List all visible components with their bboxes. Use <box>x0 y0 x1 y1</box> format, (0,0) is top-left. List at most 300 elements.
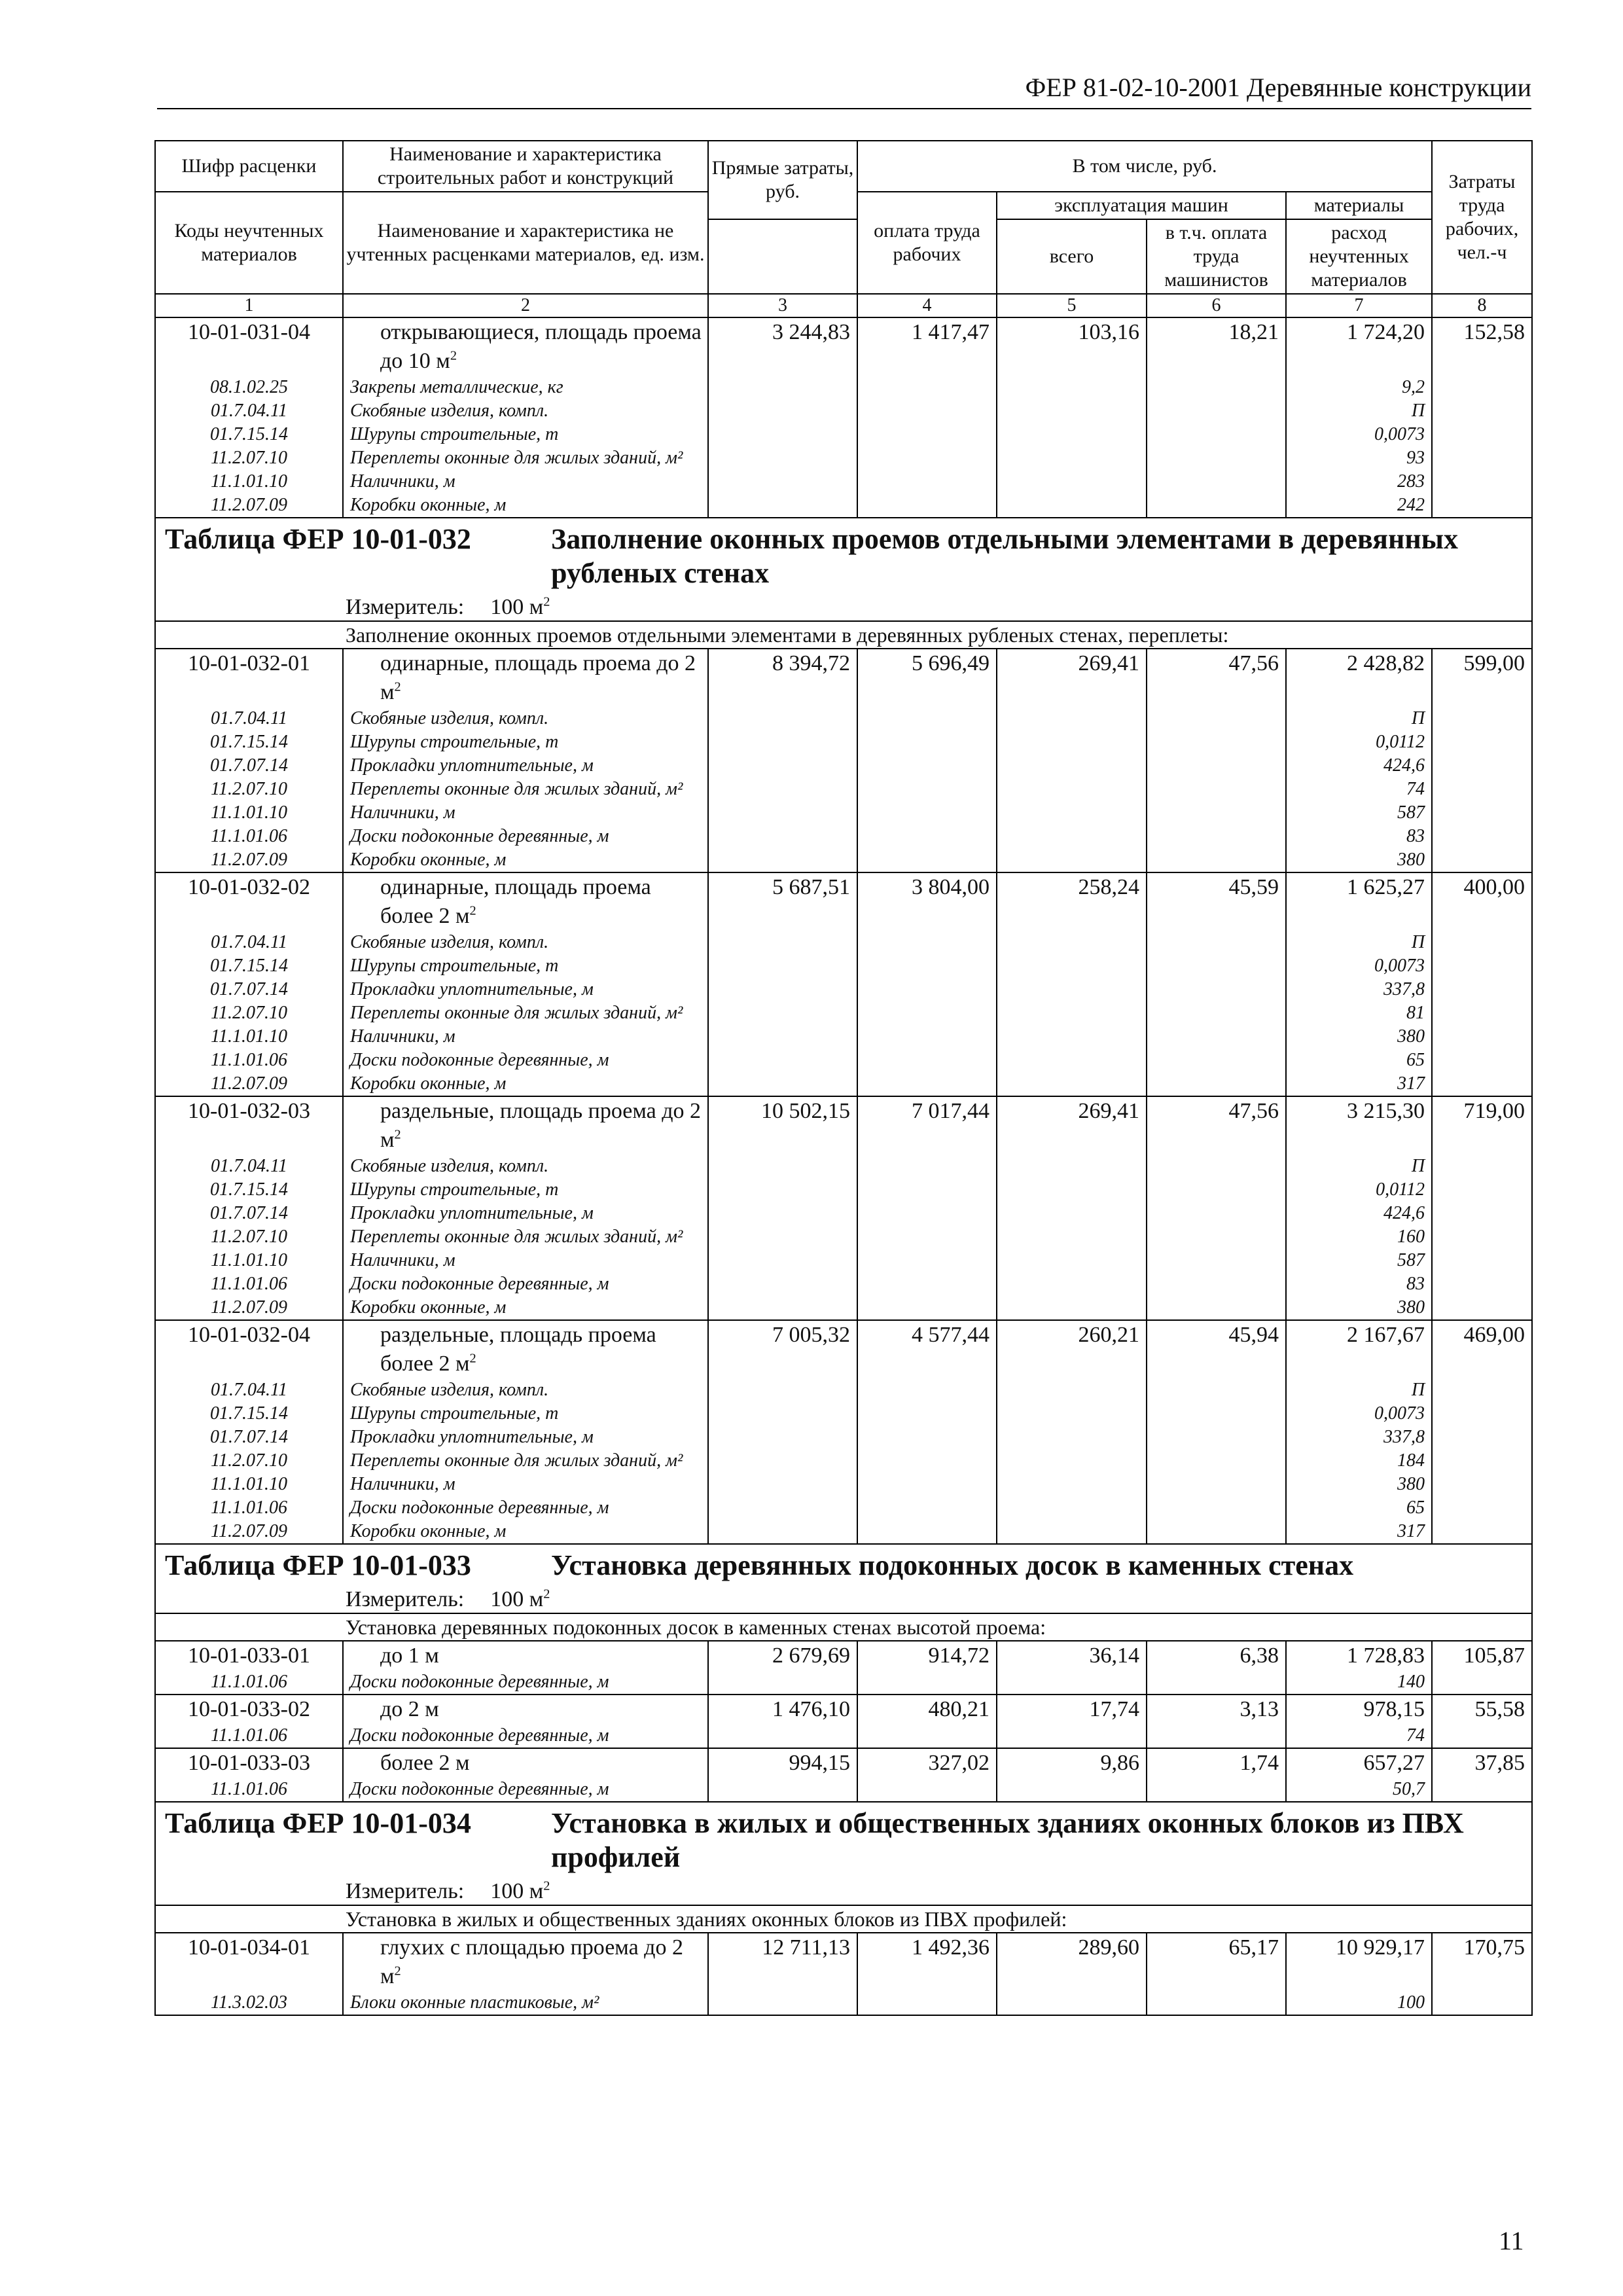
value-mach: 258,24 <box>997 872 1147 931</box>
value-direct: 5 687,51 <box>708 872 857 931</box>
material-row <box>155 1178 1532 1202</box>
material-usage: 83 <box>1286 825 1432 848</box>
empty-cell <box>1147 1296 1286 1320</box>
material-row <box>155 470 1532 493</box>
empty-cell <box>857 446 997 470</box>
empty-cell <box>857 1225 997 1249</box>
material-usage: 100 <box>1286 1991 1432 2015</box>
table-title-wrap <box>162 518 1525 594</box>
empty-cell <box>997 1991 1147 2015</box>
empty-cell <box>708 1991 857 2015</box>
material-code: 11.2.07.10 <box>155 1449 343 1473</box>
empty-cell <box>1147 707 1286 730</box>
material-name: Прокладки уплотнительные, м <box>343 1426 708 1449</box>
material-name: Шурупы строительные, т <box>343 1178 708 1202</box>
empty-cell <box>997 399 1147 423</box>
empty-cell <box>997 1025 1147 1049</box>
rate-name-text: одинарные, площадь проема более 2 м <box>380 875 651 928</box>
empty-cell <box>997 1473 1147 1496</box>
material-code: 01.7.07.14 <box>155 978 343 1001</box>
empty-cell <box>1432 1724 1532 1748</box>
unit-row <box>155 1878 1532 1905</box>
empty-cell <box>997 1178 1147 1202</box>
empty-cell <box>1147 801 1286 825</box>
empty-cell <box>1147 825 1286 848</box>
value-mach-lab: 47,56 <box>1147 649 1286 707</box>
empty-cell <box>1147 778 1286 801</box>
material-row <box>155 1072 1532 1096</box>
material-row <box>155 1426 1532 1449</box>
material-code: 01.7.15.14 <box>155 1178 343 1202</box>
table-row <box>155 1096 1532 1155</box>
material-code: 01.7.04.11 <box>155 399 343 423</box>
material-name: Шурупы строительные, т <box>343 730 708 754</box>
value-hours: 170,75 <box>1432 1933 1532 1991</box>
unit-value: 100 м <box>490 1879 544 1903</box>
material-row <box>155 1496 1532 1520</box>
running-header: ФЕР 81-02-10-2001 Деревянные конструкции <box>157 72 1531 109</box>
material-code: 11.1.01.06 <box>155 1496 343 1520</box>
empty-cell <box>708 1778 857 1802</box>
empty-cell <box>997 1520 1147 1544</box>
empty-cell <box>1432 1001 1532 1025</box>
empty-cell <box>708 848 857 872</box>
table-title-wrap <box>162 1545 1525 1587</box>
material-name: Прокладки уплотнительные, м <box>343 978 708 1001</box>
material-name: Шурупы строительные, т <box>343 954 708 978</box>
empty-cell <box>1432 1202 1532 1225</box>
empty-cell <box>857 1296 997 1320</box>
material-usage: 337,8 <box>1286 1426 1432 1449</box>
empty-cell <box>857 848 997 872</box>
empty-cell <box>997 1724 1147 1748</box>
unit-label: Измеритель: <box>346 595 465 619</box>
empty-cell <box>857 1991 997 2015</box>
material-code: 11.2.07.10 <box>155 446 343 470</box>
rate-name-text: раздельные, площадь проема более 2 м <box>380 1323 656 1376</box>
rate-name <box>343 872 708 931</box>
material-usage: 0,0112 <box>1286 1178 1432 1202</box>
empty-cell <box>857 470 997 493</box>
empty-cell <box>1147 1025 1286 1049</box>
col-name-header: Наименование и характеристика строительных работ и конструкций <box>343 141 708 192</box>
material-name: Переплеты оконные для жилых зданий, м² <box>343 1001 708 1025</box>
rate-name <box>343 1096 708 1155</box>
value-hours: 400,00 <box>1432 872 1532 931</box>
empty-cell <box>1147 1225 1286 1249</box>
col-number: 8 <box>1432 294 1532 317</box>
empty-cell <box>1147 1426 1286 1449</box>
material-code: 01.7.04.11 <box>155 707 343 730</box>
empty-cell <box>708 1724 857 1748</box>
col-number: 6 <box>1147 294 1286 317</box>
empty-cell <box>708 1272 857 1296</box>
empty-cell <box>857 1426 997 1449</box>
material-code: 01.7.15.14 <box>155 954 343 978</box>
value-direct: 8 394,72 <box>708 649 857 707</box>
empty-cell <box>1147 1049 1286 1072</box>
empty-cell <box>1432 1072 1532 1096</box>
material-usage: 337,8 <box>1286 978 1432 1001</box>
material-code: 01.7.04.11 <box>155 931 343 954</box>
empty-cell <box>1147 754 1286 778</box>
value-hours: 152,58 <box>1432 317 1532 376</box>
empty-cell <box>1147 1378 1286 1402</box>
empty-cell <box>1147 1001 1286 1025</box>
empty-cell <box>997 1272 1147 1296</box>
value-mach: 269,41 <box>997 649 1147 707</box>
empty-cell <box>997 825 1147 848</box>
material-code: 11.1.01.06 <box>155 1724 343 1748</box>
material-row <box>155 1991 1532 2015</box>
rate-name <box>343 649 708 707</box>
material-name: Закрепы металлические, кг <box>343 376 708 399</box>
empty-cell <box>1432 376 1532 399</box>
material-name: Шурупы строительные, т <box>343 1402 708 1426</box>
material-usage: 424,6 <box>1286 1202 1432 1225</box>
empty-cell <box>857 1155 997 1178</box>
empty-cell <box>997 1202 1147 1225</box>
rate-name-text: раздельные, площадь проема до 2 м <box>380 1099 702 1152</box>
value-mat: 10 929,17 <box>1286 1933 1432 1991</box>
rate-code: 10-01-034-01 <box>155 1933 343 1991</box>
rate-name-sup: 2 <box>450 348 457 363</box>
caption-row <box>155 621 1532 649</box>
empty-cell <box>708 707 857 730</box>
rate-name-text: глухих с площадью проема до 2 м <box>380 1935 683 1988</box>
value-mach-lab: 1,74 <box>1147 1748 1286 1778</box>
empty-cell <box>857 931 997 954</box>
rate-name-text: одинарные, площадь проема до 2 м <box>380 651 696 704</box>
empty-cell <box>1147 848 1286 872</box>
material-usage: 9,2 <box>1286 376 1432 399</box>
material-row <box>155 423 1532 446</box>
value-hours: 37,85 <box>1432 1748 1532 1778</box>
empty-cell <box>1432 931 1532 954</box>
empty-cell <box>857 493 997 518</box>
unit-cell <box>155 594 1532 621</box>
material-usage: 380 <box>1286 1296 1432 1320</box>
col-mach-labor-header: в т.ч. оплата труда машинистов <box>1147 219 1286 294</box>
material-name: Доски подоконные деревянные, м <box>343 1272 708 1296</box>
empty-cell <box>1147 423 1286 446</box>
empty-cell <box>857 1001 997 1025</box>
value-mat: 1 625,27 <box>1286 872 1432 931</box>
table-caption: Установка в жилых и общественных зданиях оконных блоков из ПВХ профилей: <box>155 1905 1532 1933</box>
material-name: Доски подоконные деревянные, м <box>343 1670 708 1695</box>
table-heading: Установка в жилых и общественных зданиях оконных блоков из ПВХ профилей <box>551 1807 1464 1873</box>
value-labor: 3 804,00 <box>857 872 997 931</box>
empty-cell <box>1147 931 1286 954</box>
empty-cell <box>997 1496 1147 1520</box>
value-mat: 2 167,67 <box>1286 1320 1432 1378</box>
material-row <box>155 1001 1532 1025</box>
empty-cell <box>997 1225 1147 1249</box>
empty-cell <box>1147 1402 1286 1426</box>
col-direct-spacer <box>708 219 857 294</box>
unit-sup: 2 <box>543 594 550 609</box>
table-row <box>155 1695 1532 1724</box>
material-code: 11.1.01.10 <box>155 1025 343 1049</box>
empty-cell <box>997 778 1147 801</box>
material-row <box>155 1378 1532 1402</box>
material-usage: П <box>1286 1155 1432 1178</box>
rate-name-text: до 2 м <box>380 1697 439 1721</box>
material-usage: 93 <box>1286 446 1432 470</box>
rate-name <box>343 1695 708 1724</box>
material-name: Коробки оконные, м <box>343 1072 708 1096</box>
col-number: 1 <box>155 294 343 317</box>
value-labor: 5 696,49 <box>857 649 997 707</box>
material-row <box>155 730 1532 754</box>
material-name: Наличники, м <box>343 801 708 825</box>
material-usage: 317 <box>1286 1520 1432 1544</box>
empty-cell <box>997 1072 1147 1096</box>
material-usage: 424,6 <box>1286 754 1432 778</box>
material-name: Переплеты оконные для жилых зданий, м² <box>343 1225 708 1249</box>
value-mach: 17,74 <box>997 1695 1147 1724</box>
empty-cell <box>857 978 997 1001</box>
empty-cell <box>997 1155 1147 1178</box>
value-labor: 4 577,44 <box>857 1320 997 1378</box>
material-code: 11.2.07.09 <box>155 848 343 872</box>
material-code: 01.7.15.14 <box>155 1402 343 1426</box>
empty-cell <box>857 801 997 825</box>
table-heading: Заполнение оконных проемов отдельными элементами в деревянных рубленых стенах <box>551 523 1459 589</box>
table-title <box>155 1802 1532 1878</box>
empty-cell <box>1432 423 1532 446</box>
unit-label: Измеритель: <box>346 1879 465 1903</box>
value-mach-lab: 45,94 <box>1147 1320 1286 1378</box>
empty-cell <box>857 1449 997 1473</box>
col-code-header: Шифр расценки <box>155 141 343 192</box>
empty-cell <box>1432 1778 1532 1802</box>
value-mach-lab: 65,17 <box>1147 1933 1286 1991</box>
empty-cell <box>997 1778 1147 1802</box>
empty-cell <box>1432 1249 1532 1272</box>
empty-cell <box>708 1155 857 1178</box>
material-code: 01.7.15.14 <box>155 423 343 446</box>
material-row <box>155 1025 1532 1049</box>
material-code: 11.1.01.10 <box>155 801 343 825</box>
empty-cell <box>1147 1449 1286 1473</box>
empty-cell <box>708 1378 857 1402</box>
material-name: Коробки оконные, м <box>343 1520 708 1544</box>
material-name: Наличники, м <box>343 1249 708 1272</box>
table-caption: Заполнение оконных проемов отдельными элементами в деревянных рубленых стенах, переплеты: <box>155 621 1532 649</box>
empty-cell <box>997 707 1147 730</box>
material-usage: 317 <box>1286 1072 1432 1096</box>
material-usage: 380 <box>1286 1025 1432 1049</box>
page-number: 11 <box>1499 2226 1524 2255</box>
material-code: 01.7.04.11 <box>155 1378 343 1402</box>
material-name: Прокладки уплотнительные, м <box>343 1202 708 1225</box>
table-title-wrap <box>162 1803 1525 1878</box>
empty-cell <box>1147 1724 1286 1748</box>
material-code: 11.1.01.06 <box>155 1670 343 1695</box>
rate-name-text: до 1 м <box>380 1643 439 1668</box>
empty-cell <box>708 754 857 778</box>
material-code: 11.1.01.10 <box>155 1473 343 1496</box>
empty-cell <box>1432 1178 1532 1202</box>
material-code: 11.1.01.06 <box>155 1778 343 1802</box>
material-name: Доски подоконные деревянные, м <box>343 825 708 848</box>
empty-cell <box>1432 1025 1532 1049</box>
material-row <box>155 1296 1532 1320</box>
material-name: Доски подоконные деревянные, м <box>343 1778 708 1802</box>
material-usage: 140 <box>1286 1670 1432 1695</box>
empty-cell <box>1432 1378 1532 1402</box>
table-row <box>155 1641 1532 1670</box>
empty-cell <box>997 754 1147 778</box>
empty-cell <box>708 1225 857 1249</box>
table-number: Таблица ФЕР 10-01-032 <box>165 523 471 555</box>
empty-cell <box>1147 1496 1286 1520</box>
value-direct: 12 711,13 <box>708 1933 857 1991</box>
material-name: Переплеты оконные для жилых зданий, м² <box>343 778 708 801</box>
material-code: 11.1.01.06 <box>155 825 343 848</box>
empty-cell <box>1432 399 1532 423</box>
empty-cell <box>857 1378 997 1402</box>
empty-cell <box>997 1001 1147 1025</box>
material-name: Наличники, м <box>343 1025 708 1049</box>
value-mat: 1 728,83 <box>1286 1641 1432 1670</box>
table-caption: Установка деревянных подоконных досок в каменных стенах высотой проема: <box>155 1613 1532 1641</box>
rate-code: 10-01-032-02 <box>155 872 343 931</box>
table-body <box>155 317 1532 2015</box>
empty-cell <box>1432 446 1532 470</box>
material-name: Коробки оконные, м <box>343 1296 708 1320</box>
empty-cell <box>1147 399 1286 423</box>
empty-cell <box>708 954 857 978</box>
empty-cell <box>997 801 1147 825</box>
rate-name-sup: 2 <box>469 903 476 918</box>
empty-cell <box>1432 1402 1532 1426</box>
empty-cell <box>857 1473 997 1496</box>
material-name: Доски подоконные деревянные, м <box>343 1496 708 1520</box>
rate-name-text: открывающиеся, площадь проема до 10 м <box>380 320 702 373</box>
empty-cell <box>1147 1520 1286 1544</box>
empty-cell <box>857 1072 997 1096</box>
material-name: Переплеты оконные для жилых зданий, м² <box>343 446 708 470</box>
col-matname-header: Наименование и характеристика не учтенных расценками материалов, ед. изм. <box>343 192 708 294</box>
material-usage: П <box>1286 399 1432 423</box>
col-including-header: В том числе, руб. <box>857 141 1432 192</box>
value-mat: 657,27 <box>1286 1748 1432 1778</box>
material-usage: 380 <box>1286 848 1432 872</box>
material-code: 01.7.07.14 <box>155 754 343 778</box>
empty-cell <box>1432 1155 1532 1178</box>
rate-name <box>343 1933 708 1991</box>
material-usage: 160 <box>1286 1225 1432 1249</box>
empty-cell <box>997 376 1147 399</box>
empty-cell <box>997 470 1147 493</box>
material-usage: 65 <box>1286 1049 1432 1072</box>
rate-name-sup: 2 <box>394 1964 401 1979</box>
material-name: Прокладки уплотнительные, м <box>343 754 708 778</box>
empty-cell <box>1432 848 1532 872</box>
empty-cell <box>997 1426 1147 1449</box>
empty-cell <box>997 1670 1147 1695</box>
material-row <box>155 376 1532 399</box>
empty-cell <box>857 1249 997 1272</box>
empty-cell <box>708 1178 857 1202</box>
col-number: 5 <box>997 294 1147 317</box>
material-code: 11.1.01.06 <box>155 1272 343 1296</box>
empty-cell <box>1147 1178 1286 1202</box>
empty-cell <box>997 423 1147 446</box>
material-name: Скобяные изделия, компл. <box>343 1378 708 1402</box>
unit-row <box>155 594 1532 621</box>
empty-cell <box>1432 730 1532 754</box>
price-table <box>154 140 1533 2016</box>
material-name: Переплеты оконные для жилых зданий, м² <box>343 1449 708 1473</box>
material-usage: 242 <box>1286 493 1432 518</box>
value-mat: 2 428,82 <box>1286 649 1432 707</box>
material-usage: 587 <box>1286 801 1432 825</box>
col-mat-use-header: расход неучтенных материалов <box>1286 219 1432 294</box>
empty-cell <box>857 1402 997 1426</box>
empty-cell <box>1432 1272 1532 1296</box>
empty-cell <box>1432 1496 1532 1520</box>
rate-name-sup: 2 <box>394 1127 401 1142</box>
value-direct: 10 502,15 <box>708 1096 857 1155</box>
material-row <box>155 825 1532 848</box>
empty-cell <box>708 376 857 399</box>
col-mach-total-header: всего <box>997 219 1147 294</box>
empty-cell <box>708 1001 857 1025</box>
empty-cell <box>1147 1249 1286 1272</box>
material-name: Доски подоконные деревянные, м <box>343 1724 708 1748</box>
table-number: Таблица ФЕР 10-01-034 <box>165 1807 471 1839</box>
caption-row <box>155 1613 1532 1641</box>
empty-cell <box>1147 1202 1286 1225</box>
empty-cell <box>1432 1991 1532 2015</box>
empty-cell <box>997 954 1147 978</box>
unit-label: Измеритель: <box>346 1587 465 1611</box>
unit-value: 100 м <box>490 595 544 619</box>
table-title <box>155 518 1532 594</box>
material-name: Скобяные изделия, компл. <box>343 931 708 954</box>
table-row <box>155 1320 1532 1378</box>
col-labor-header: оплата труда рабочих <box>857 192 997 294</box>
rate-name-text: более 2 м <box>380 1751 470 1775</box>
material-usage: 83 <box>1286 1272 1432 1296</box>
material-code: 11.3.02.03 <box>155 1991 343 2015</box>
empty-cell <box>997 493 1147 518</box>
empty-cell <box>857 1025 997 1049</box>
rate-name-sup: 2 <box>469 1351 476 1366</box>
material-name: Коробки оконные, м <box>343 848 708 872</box>
empty-cell <box>857 1049 997 1072</box>
rate-name-sup: 2 <box>394 679 401 694</box>
rate-code: 10-01-031-04 <box>155 317 343 376</box>
material-usage: 0,0112 <box>1286 730 1432 754</box>
material-usage: П <box>1286 931 1432 954</box>
rate-code: 10-01-033-02 <box>155 1695 343 1724</box>
value-mach: 9,86 <box>997 1748 1147 1778</box>
empty-cell <box>708 446 857 470</box>
empty-cell <box>708 1670 857 1695</box>
value-mach: 36,14 <box>997 1641 1147 1670</box>
empty-cell <box>857 707 997 730</box>
material-usage: 74 <box>1286 1724 1432 1748</box>
empty-cell <box>997 1402 1147 1426</box>
table-row <box>155 872 1532 931</box>
empty-cell <box>1147 1072 1286 1096</box>
col-machines-header: эксплуатация машин <box>997 192 1286 219</box>
empty-cell <box>708 730 857 754</box>
